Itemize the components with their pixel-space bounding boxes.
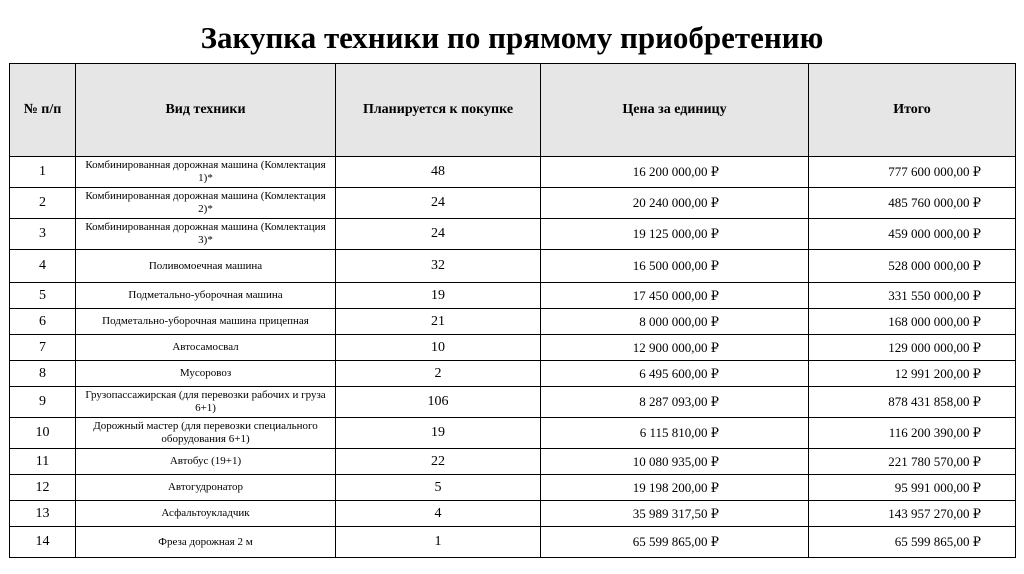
row-unit-price: 65 599 865,00 ₽ [541, 527, 809, 558]
row-equipment-name: Комбинированная дорожная машина (Комлектация 2)* [76, 188, 336, 219]
row-num: 5 [10, 283, 76, 309]
table-row [10, 527, 1016, 558]
table-row [10, 387, 1016, 418]
row-num: 7 [10, 335, 76, 361]
row-equipment-name: Дорожный мастер (для перевозки специального оборудования 6+1) [76, 418, 336, 449]
table-header-row [10, 64, 1016, 157]
table-row [10, 501, 1016, 527]
header-price: Цена за единицу [541, 64, 809, 157]
row-equipment-name: Асфальтоукладчик [76, 501, 336, 527]
table-row [10, 219, 1016, 250]
row-equipment-name: Автобус (19+1) [76, 449, 336, 475]
row-num: 8 [10, 361, 76, 387]
row-planned-qty: 4 [336, 501, 541, 527]
row-num: 1 [10, 157, 76, 188]
row-equipment-name: Комбинированная дорожная машина (Комлектация 1)* [76, 157, 336, 188]
table-row [10, 475, 1016, 501]
table-row [10, 283, 1016, 309]
row-planned-qty: 1 [336, 527, 541, 558]
row-total: 65 599 865,00 ₽ [809, 527, 1016, 558]
row-planned-qty: 5 [336, 475, 541, 501]
table-row [10, 157, 1016, 188]
row-unit-price: 19 125 000,00 ₽ [541, 219, 809, 250]
table-row [10, 361, 1016, 387]
page-title: Закупка техники по прямому приобретению [200, 20, 824, 55]
table-body [10, 157, 1016, 558]
row-total: 459 000 000,00 ₽ [809, 219, 1016, 250]
row-num: 9 [10, 387, 76, 418]
row-planned-qty: 48 [336, 157, 541, 188]
row-equipment-name: Фреза дорожная 2 м [76, 527, 336, 558]
row-total: 485 760 000,00 ₽ [809, 188, 1016, 219]
row-total: 168 000 000,00 ₽ [809, 309, 1016, 335]
row-equipment-name: Подметально-уборочная машина [76, 283, 336, 309]
equipment-table [9, 63, 1016, 558]
table-row [10, 188, 1016, 219]
row-num: 12 [10, 475, 76, 501]
header-num: № п/п [10, 64, 76, 157]
row-unit-price: 20 240 000,00 ₽ [541, 188, 809, 219]
row-planned-qty: 24 [336, 188, 541, 219]
row-equipment-name: Грузопассажирская (для перевозки рабочих и груза 6+1) [76, 387, 336, 418]
header-planned: Планируется к покупке [336, 64, 541, 157]
row-planned-qty: 10 [336, 335, 541, 361]
row-unit-price: 17 450 000,00 ₽ [541, 283, 809, 309]
row-num: 14 [10, 527, 76, 558]
row-total: 129 000 000,00 ₽ [809, 335, 1016, 361]
row-total: 12 991 200,00 ₽ [809, 361, 1016, 387]
row-num: 2 [10, 188, 76, 219]
row-num: 3 [10, 219, 76, 250]
row-equipment-name: Комбинированная дорожная машина (Комлектация 3)* [76, 219, 336, 250]
row-total: 528 000 000,00 ₽ [809, 250, 1016, 283]
row-unit-price: 6 115 810,00 ₽ [541, 418, 809, 449]
row-equipment-name: Поливомоечная машина [76, 250, 336, 283]
row-num: 10 [10, 418, 76, 449]
row-num: 13 [10, 501, 76, 527]
row-unit-price: 6 495 600,00 ₽ [541, 361, 809, 387]
row-unit-price: 19 198 200,00 ₽ [541, 475, 809, 501]
row-planned-qty: 32 [336, 250, 541, 283]
row-unit-price: 8 000 000,00 ₽ [541, 309, 809, 335]
row-total: 777 600 000,00 ₽ [809, 157, 1016, 188]
row-unit-price: 35 989 317,50 ₽ [541, 501, 809, 527]
row-unit-price: 10 080 935,00 ₽ [541, 449, 809, 475]
row-planned-qty: 19 [336, 283, 541, 309]
row-total: 331 550 000,00 ₽ [809, 283, 1016, 309]
table-row [10, 309, 1016, 335]
row-total: 116 200 390,00 ₽ [809, 418, 1016, 449]
row-unit-price: 8 287 093,00 ₽ [541, 387, 809, 418]
row-total: 143 957 270,00 ₽ [809, 501, 1016, 527]
row-unit-price: 16 500 000,00 ₽ [541, 250, 809, 283]
row-unit-price: 12 900 000,00 ₽ [541, 335, 809, 361]
row-planned-qty: 106 [336, 387, 541, 418]
row-num: 11 [10, 449, 76, 475]
row-equipment-name: Автосамосвал [76, 335, 336, 361]
table-row [10, 449, 1016, 475]
row-planned-qty: 22 [336, 449, 541, 475]
row-planned-qty: 21 [336, 309, 541, 335]
table-row [10, 335, 1016, 361]
header-type: Вид техники [76, 64, 336, 157]
header-total: Итого [809, 64, 1016, 157]
row-planned-qty: 2 [336, 361, 541, 387]
row-num: 4 [10, 250, 76, 283]
table-row [10, 250, 1016, 283]
row-unit-price: 16 200 000,00 ₽ [541, 157, 809, 188]
row-equipment-name: Мусоровоз [76, 361, 336, 387]
row-planned-qty: 24 [336, 219, 541, 250]
row-equipment-name: Подметально-уборочная машина прицепная [76, 309, 336, 335]
row-equipment-name: Автогудронатор [76, 475, 336, 501]
row-total: 878 431 858,00 ₽ [809, 387, 1016, 418]
row-total: 221 780 570,00 ₽ [809, 449, 1016, 475]
row-total: 95 991 000,00 ₽ [809, 475, 1016, 501]
row-planned-qty: 19 [336, 418, 541, 449]
row-num: 6 [10, 309, 76, 335]
table-row [10, 418, 1016, 449]
